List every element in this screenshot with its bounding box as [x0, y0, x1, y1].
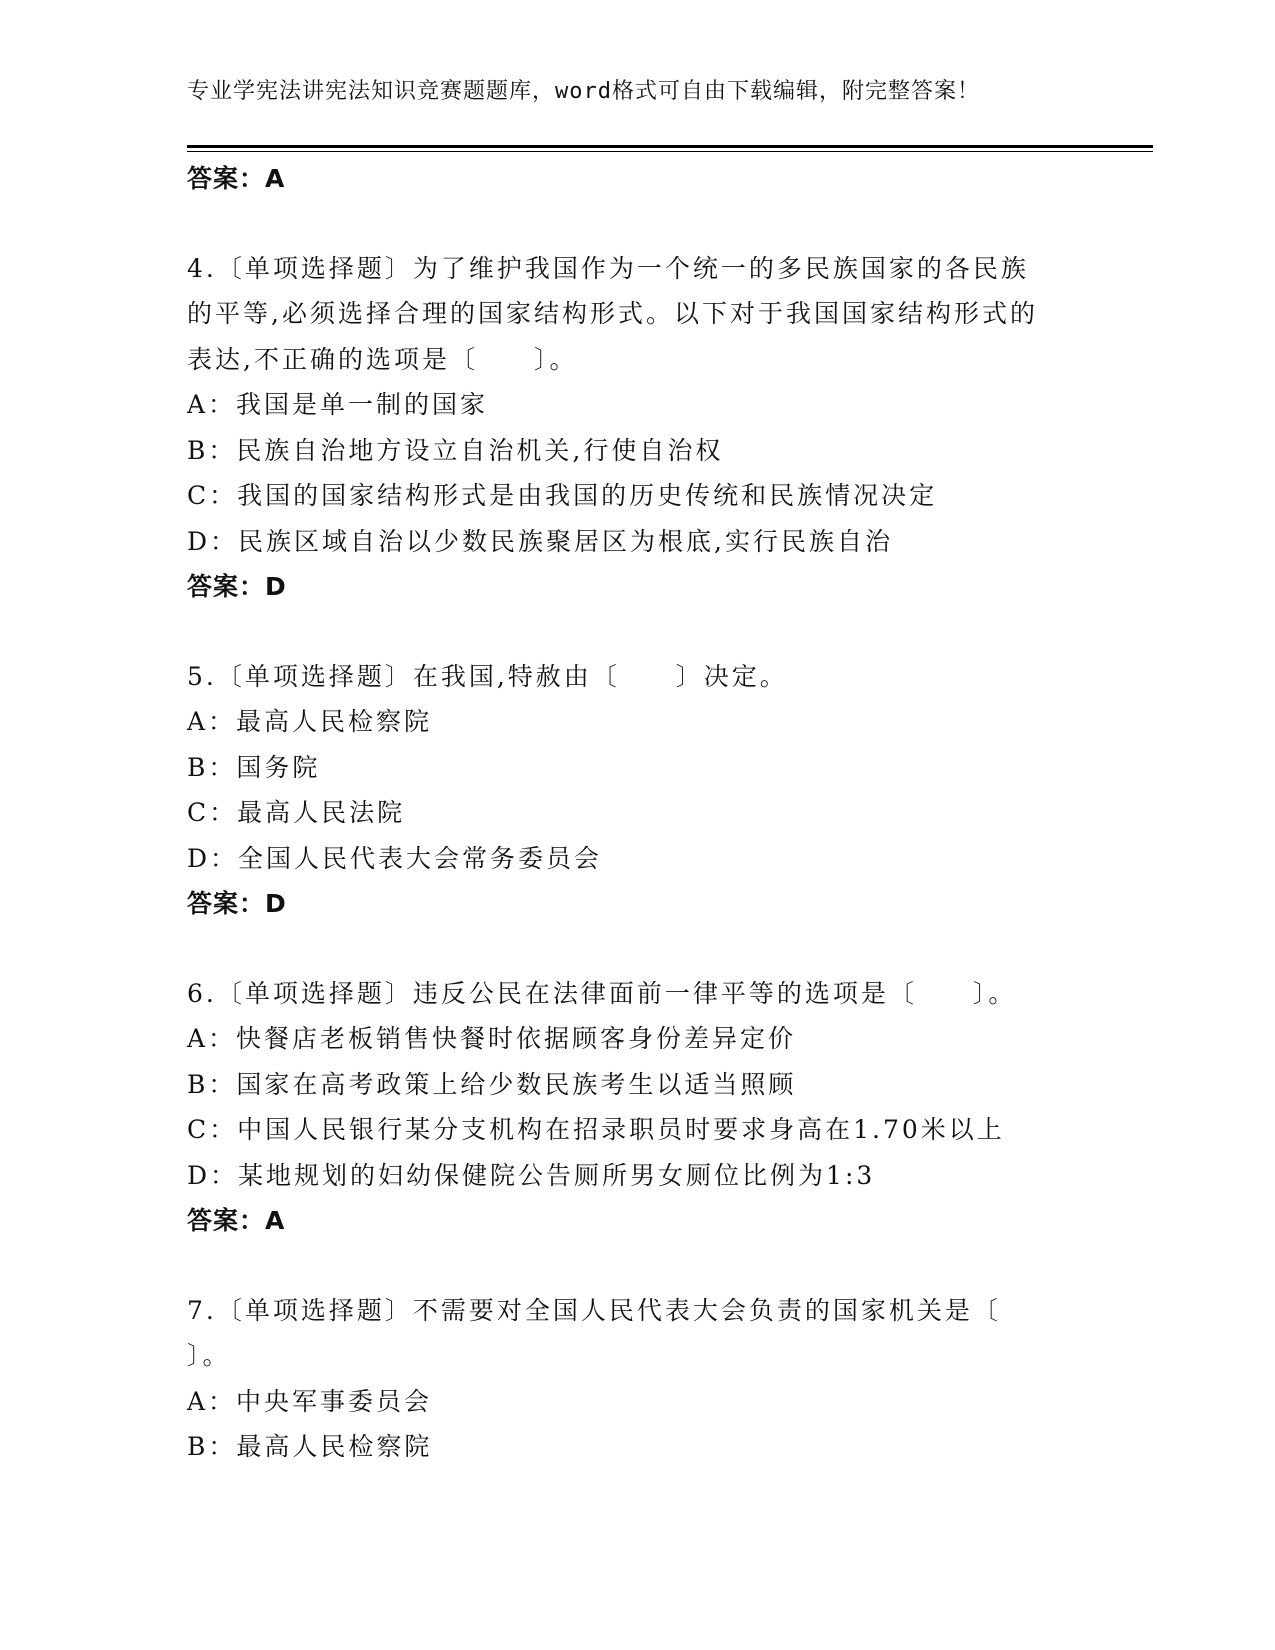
option-line: B：民族自治地方设立自治机关,行使自治权 — [187, 435, 724, 465]
option-line: D：全国人民代表大会常务委员会 — [187, 843, 603, 873]
option-line: A：我国是单一制的国家 — [187, 390, 489, 419]
option-line: A：快餐店老板销售快餐时依据顾客身份差异定价 — [187, 1024, 797, 1053]
section-gap — [187, 927, 1087, 971]
option-line: B：最高人民检察院 — [187, 1432, 433, 1461]
answer-line: 答案：A — [187, 164, 286, 193]
option-line: A：中央军事委员会 — [187, 1386, 433, 1416]
option-line: B：国家在高考政策上给少数民族考生以适当照顾 — [187, 1069, 797, 1099]
answer-line: 答案：D — [187, 889, 287, 918]
option-line: C：最高人民法院 — [187, 798, 406, 827]
document-header: 专业学宪法讲宪法知识竞赛题题库，word格式可自由下载编辑，附完整答案！ — [187, 79, 980, 104]
option-line: C：中国人民银行某分支机构在招录职员时要求身高在1.70米以上 — [187, 1115, 1005, 1144]
answer-line: 答案：D — [187, 572, 287, 601]
question-line: 7.〔单项选择题〕不需要对全国人民代表大会负责的国家机关是〔 — [187, 1295, 1001, 1325]
option-line: B：国务院 — [187, 752, 321, 782]
header-rule-thick — [187, 145, 1153, 148]
answer-line: 答案：A — [187, 1206, 286, 1235]
question-line: 6.〔单项选择题〕违反公民在法律面前一律平等的选项是〔 〕。 — [187, 978, 1017, 1008]
question-line: 〕。 — [187, 1341, 231, 1370]
option-line: D：某地规划的妇幼保健院公告厕所男女厕位比例为1:3 — [187, 1160, 876, 1190]
section-gap — [187, 202, 1087, 246]
question-list — [187, 156, 1087, 1470]
option-line: D：民族区域自治以少数民族聚居区为根底,实行民族自治 — [187, 526, 893, 556]
option-line: A：最高人民检察院 — [187, 707, 433, 736]
section-gap — [187, 610, 1087, 654]
question-line: 的平等,必须选择合理的国家结构形式。以下对于我国国家结构形式的 — [187, 299, 1038, 328]
question-line: 表达,不正确的选项是〔 〕。 — [187, 344, 578, 374]
question-line: 4.〔单项选择题〕为了维护我国作为一个统一的多民族国家的各民族 — [187, 253, 1029, 283]
section-gap — [187, 1244, 1087, 1288]
option-line: C：我国的国家结构形式是由我国的历史传统和民族情况决定 — [187, 481, 938, 510]
question-line: 5.〔单项选择题〕在我国,特赦由〔 〕决定。 — [187, 661, 788, 691]
header-rule-thin — [187, 151, 1153, 152]
